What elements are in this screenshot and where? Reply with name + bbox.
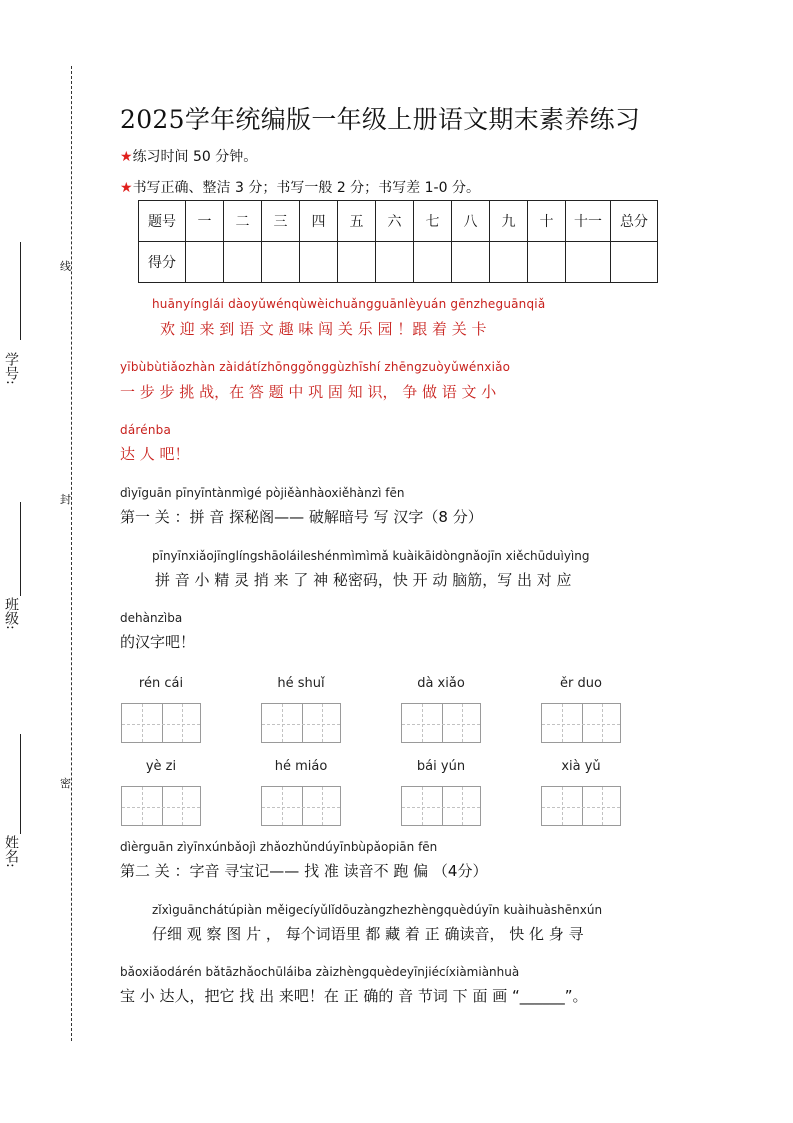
score-table xyxy=(138,200,658,283)
score-table-score-row xyxy=(139,242,658,283)
note-time xyxy=(120,146,257,166)
word-pinyin: dà xiǎo xyxy=(417,676,465,691)
name-line xyxy=(20,734,21,834)
intro-pinyin-2: yībùbùtiǎozhàn zàidátízhōnggǒnggùzhīshí zhēngzuòyǔwénxiǎo xyxy=(120,360,511,374)
writing-grid[interactable] xyxy=(401,786,481,826)
section2-desc2-pinyin: bǎoxiǎodárén bǎtāzhǎochūláiba zàizhèngquèdeyīnjiécíxiàmiànhuà xyxy=(120,965,520,979)
star-icon: ★ xyxy=(120,149,133,165)
section1-desc2: 的汉字吧！ xyxy=(120,633,196,651)
word-pinyin: hé shuǐ xyxy=(277,676,325,691)
star-icon: ★ xyxy=(120,180,133,196)
intro-pinyin-3: dárénba xyxy=(120,423,171,437)
section1-title: 第一 关 ：拼 音 探秘阁—— 破解暗号 写 汉字（8 分） xyxy=(120,508,483,526)
word-pinyin: yè zi xyxy=(145,759,177,774)
score-cell[interactable] xyxy=(490,242,528,283)
binding-mark-feng: 封 xyxy=(60,493,71,506)
word-pinyin: xià yǔ xyxy=(561,759,601,774)
intro-hanzi-2: 一 步 步 挑 战，在 答 题 中 巩 固 知 识， 争 做 语 文 小 xyxy=(120,383,497,401)
writing-grid[interactable] xyxy=(541,786,621,826)
section1-title-pinyin: dìyīguān pīnyīntànmìgé pòjiěànhàoxiěhànzì fēn xyxy=(120,486,405,500)
section2-desc: 仔细 观 察 图 片 ， 每个词语里 都 藏 着 正 确读音， 快 化 身 寻 xyxy=(152,925,584,943)
word-pinyin: bái yún xyxy=(416,759,466,774)
writing-grid[interactable] xyxy=(121,786,201,826)
writing-grid[interactable] xyxy=(401,703,481,743)
score-cell[interactable] xyxy=(338,242,376,283)
writing-grid[interactable] xyxy=(261,703,341,743)
score-cell[interactable] xyxy=(224,242,262,283)
class-line xyxy=(20,502,21,596)
score-header-cell: 八 xyxy=(452,201,490,242)
score-header-cell: 三 xyxy=(262,201,300,242)
class-label: 班级: xyxy=(3,597,19,630)
word-pinyin: rén cái xyxy=(138,676,184,691)
score-header-cell: 二 xyxy=(224,201,262,242)
score-cell[interactable] xyxy=(611,242,658,283)
score-cell[interactable] xyxy=(186,242,224,283)
score-cell[interactable] xyxy=(528,242,566,283)
score-cell[interactable] xyxy=(566,242,611,283)
section1-desc-pinyin: pīnyīnxiǎojīnglíngshāoláileshénmìmìmǎ kuàikāidòngnǎojīn xiěchūduìyìng xyxy=(152,549,590,563)
student-id-line xyxy=(20,242,21,340)
note-time-text: 练习时间 50 分钟。 xyxy=(132,149,258,165)
score-row-label: 得分 xyxy=(139,242,186,283)
score-cell[interactable] xyxy=(414,242,452,283)
score-cell[interactable] xyxy=(376,242,414,283)
word-pinyin: ěr duo xyxy=(560,676,602,691)
score-header-cell: 总分 xyxy=(611,201,658,242)
word-pinyin: hé miáo xyxy=(274,759,328,774)
section1-desc2-pinyin: dehànzìba xyxy=(120,611,183,625)
intro-hanzi-3: 达 人 吧！ xyxy=(120,445,190,463)
writing-grid[interactable] xyxy=(121,703,201,743)
score-header-cell: 五 xyxy=(338,201,376,242)
writing-grid[interactable] xyxy=(261,786,341,826)
binding-dashed-line xyxy=(71,66,72,1041)
score-header-cell: 九 xyxy=(490,201,528,242)
score-header-cell: 十 xyxy=(528,201,566,242)
intro-pinyin-1: huānyínglái dàoyǔwénqùwèichuǎngguānlèyuán gēnzheguānqiǎ xyxy=(152,297,546,311)
writing-grid[interactable] xyxy=(541,703,621,743)
score-header-cell: 七 xyxy=(414,201,452,242)
score-table-header-row xyxy=(139,201,658,242)
section2-desc-pinyin: zǐxìguānchátúpiàn měigecíyǔlǐdōuzàngzhezhèngquèdúyīn kuàihuàshēnxún xyxy=(152,903,603,917)
score-header-cell: 四 xyxy=(300,201,338,242)
section2-title-pinyin: dìèrguān zìyīnxúnbǎojì zhǎozhǔndúyīnbùpǎopiān fēn xyxy=(120,840,438,854)
binding-mark-mi: 密 xyxy=(60,777,71,790)
score-header-cell: 一 xyxy=(186,201,224,242)
name-label: 姓名: xyxy=(3,835,19,868)
score-cell[interactable] xyxy=(452,242,490,283)
intro-hanzi-1: 欢 迎 来 到 语 文 趣 味 闯 关 乐 园 ！跟 着 关 卡 xyxy=(160,320,487,338)
page-title: 2025学年统编版一年级上册语文期末素养练习 xyxy=(120,105,641,134)
note-handwriting-text: 书写正确、整洁 3 分；书写一般 2 分；书写差 1-0 分。 xyxy=(132,180,480,196)
section2-title: 第二 关 ：字音 寻宝记—— 找 准 读音不 跑 偏 （4分） xyxy=(120,862,488,880)
score-cell[interactable] xyxy=(262,242,300,283)
section2-desc2: 宝 小 达人，把它 找 出 来吧！在 正 确的 音 节词 下 面 画 “______”。 xyxy=(120,987,588,1005)
score-cell[interactable] xyxy=(300,242,338,283)
section1-desc: 拼 音 小 精 灵 捎 来 了 神 秘密码，快 开 动 脑筋，写 出 对 应 xyxy=(155,571,572,589)
student-id-label: 学号: xyxy=(3,352,19,385)
score-header-cell: 题号 xyxy=(139,201,186,242)
score-header-cell: 六 xyxy=(376,201,414,242)
note-handwriting xyxy=(120,177,480,197)
score-header-cell: 十一 xyxy=(566,201,611,242)
binding-mark-xian: 线 xyxy=(60,260,71,273)
